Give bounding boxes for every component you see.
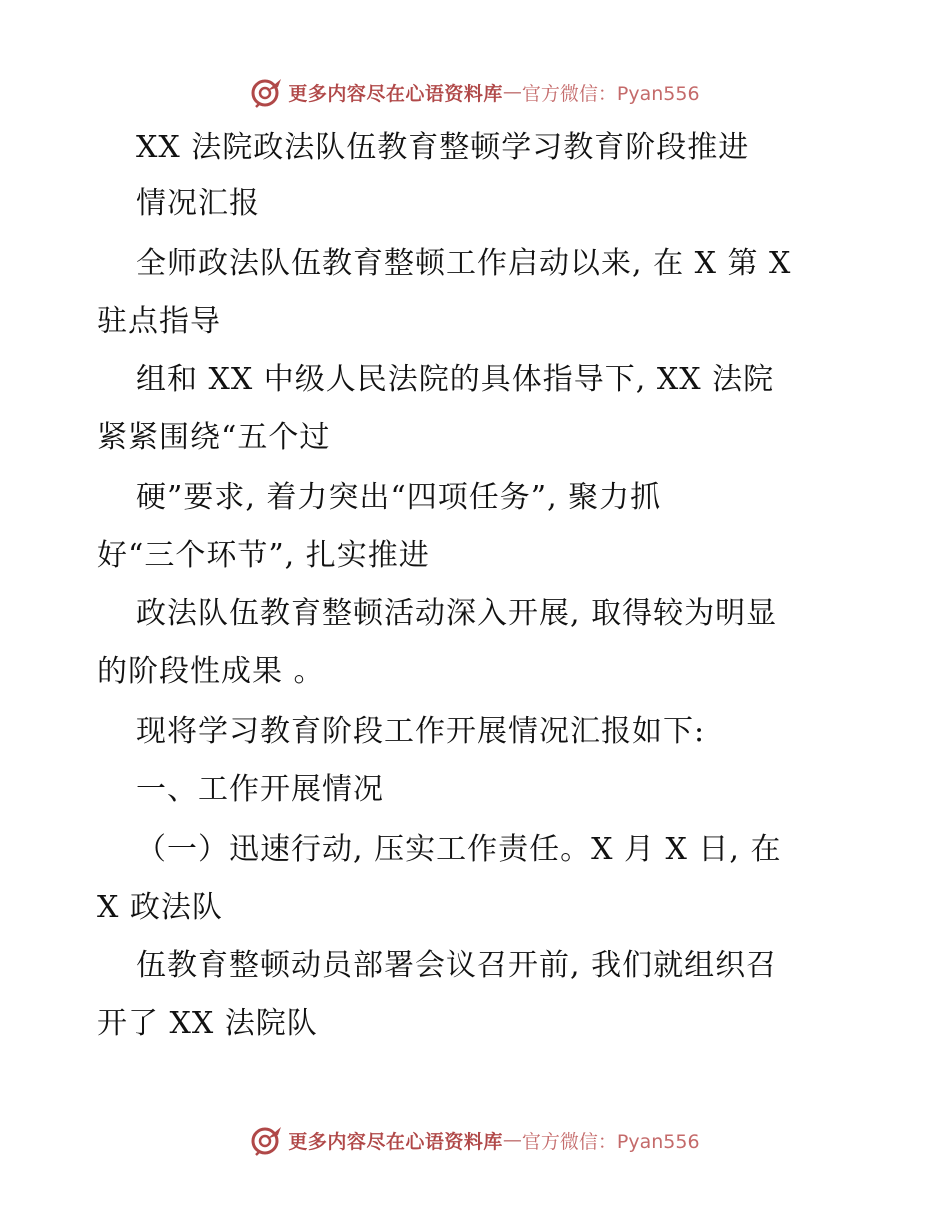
doc-line-14: X 政法队	[97, 890, 223, 925]
doc-line-9: 政法队伍教育整顿活动深入开展, 取得较为明显	[136, 596, 778, 631]
doc-line-16: 开了 XX 法院队	[97, 1006, 318, 1041]
doc-line-7: 硬”要求, 着力突出“四项任务”, 聚力抓	[136, 480, 662, 515]
doc-line-15: 伍教育整顿动员部署会议召开前, 我们就组织召	[136, 948, 778, 983]
banner-title: 更多内容尽在心语资料库	[288, 82, 503, 105]
footer-banner	[0, 1120, 950, 1160]
doc-line-13: （一）迅速行动, 压实工作责任。X 月 X 日, 在	[136, 832, 782, 867]
banner-contact: 官方微信：Pyan556	[521, 82, 700, 105]
doc-section-heading: 一、工作开展情况	[136, 772, 384, 807]
brand-logo-icon	[250, 1123, 284, 1157]
doc-title-line-2: 情况汇报	[136, 186, 260, 221]
banner-separator: —	[502, 81, 522, 103]
doc-line-5: 组和 XX 中级人民法院的具体指导下, XX 法院	[136, 362, 775, 397]
brand-logo-icon	[250, 75, 284, 109]
banner-title: 更多内容尽在心语资料库	[288, 1130, 503, 1153]
banner-separator: —	[502, 1129, 522, 1151]
doc-line-3: 全师政法队伍教育整顿工作启动以来, 在 X 第 X	[136, 246, 792, 281]
doc-title-line-1: XX 法院政法队伍教育整顿学习教育阶段推进	[136, 130, 750, 165]
doc-line-10: 的阶段性成果 。	[97, 654, 325, 689]
doc-line-8: 好“三个环节”, 扎实推进	[97, 538, 430, 573]
doc-line-11: 现将学习教育阶段工作开展情况汇报如下:	[136, 714, 706, 749]
doc-line-4: 驻点指导	[97, 304, 221, 339]
banner-contact: 官方微信：Pyan556	[521, 1130, 700, 1153]
header-banner	[0, 72, 950, 112]
doc-line-6: 紧紧围绕“五个过	[97, 420, 331, 455]
